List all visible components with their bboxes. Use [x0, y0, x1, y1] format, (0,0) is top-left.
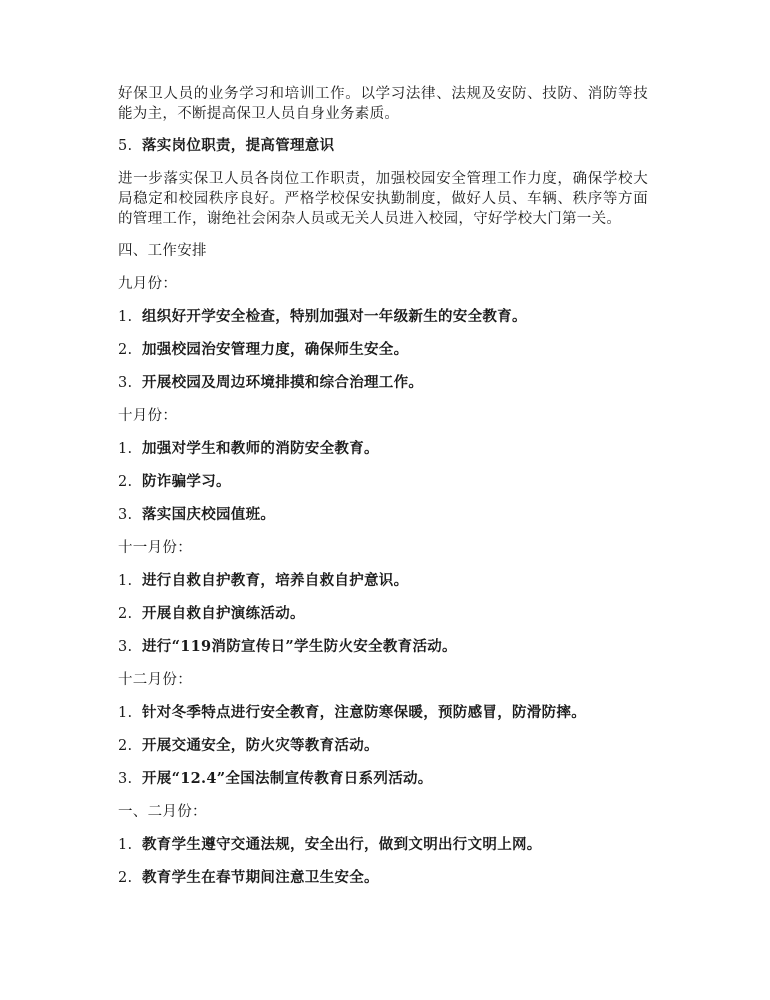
list-item [118, 505, 648, 525]
list-item-number: 2. [118, 474, 133, 490]
list-item [118, 868, 648, 888]
section-5-title: 落实岗位职责，提高管理意识 [142, 137, 335, 154]
list-item [118, 637, 648, 657]
list-item-number: 1. [118, 837, 133, 853]
list-item-number: 3. [118, 375, 133, 391]
list-item [118, 736, 648, 756]
list-item-text: 开展交通安全，防火灾等教育活动。 [142, 737, 379, 754]
list-item-text: 开展自救自护演练活动。 [142, 605, 305, 622]
list-item [118, 835, 648, 855]
list-item-number: 2. [118, 738, 133, 754]
list-item [118, 340, 648, 360]
list-item-number: 1. [118, 441, 133, 457]
list-item-number: 1. [118, 309, 133, 325]
list-item-number: 2. [118, 606, 133, 622]
section-5-body: 进一步落实保卫人员各岗位工作职责，加强校园安全管理工作力度，确保学校大局稳定和校园秩序良好。严格学校保安执勤制度，做好人员、车辆、秩序等方面的管理工作，谢绝社会闲杂人员或无关人员进入校园，守好学校大门第一关。 [118, 171, 648, 227]
intro-paragraph: 好保卫人员的业务学习和培训工作。以学习法律、法规及安防、技防、消防等技能为主，不断提高保卫人员自身业务素质。 [118, 86, 648, 122]
list-item-text: 落实国庆校园值班。 [142, 506, 276, 523]
list-item [118, 604, 648, 624]
list-item-number: 3. [118, 771, 133, 787]
list-item [118, 769, 648, 789]
document-page [118, 84, 648, 901]
section-5-heading [118, 136, 648, 156]
list-item-text: 进行自救自护教育，培养自救自护意识。 [142, 572, 409, 589]
list-item-text: 针对冬季特点进行安全教育，注意防寒保暖，预防感冒，防滑防摔。 [142, 704, 586, 721]
list-item-number: 2. [118, 870, 133, 886]
list-item-text: 开展校园及周边环境排摸和综合治理工作。 [142, 374, 424, 391]
month-label-december: 十二月份： [118, 672, 192, 688]
month-label-october: 十月份： [118, 408, 178, 424]
list-item-number: 1. [118, 573, 133, 589]
section-4-title: 四、工作安排 [118, 243, 207, 259]
month-label-november: 十一月份： [118, 540, 192, 556]
list-item-text: 加强校园治安管理力度，确保师生安全。 [142, 341, 409, 358]
list-item-number: 2. [118, 342, 133, 358]
list-item-text: 防诈骗学习。 [142, 473, 231, 490]
month-label-september: 九月份： [118, 276, 178, 292]
list-item-number: 1. [118, 705, 133, 721]
list-item-text: 教育学生在春节期间注意卫生安全。 [142, 869, 379, 886]
list-item-text: 进行“119消防宣传日”学生防火安全教育活动。 [142, 638, 457, 655]
list-item [118, 703, 648, 723]
list-item [118, 307, 648, 327]
section-5-number: 5. [118, 138, 133, 154]
month-label-january-february: 一、二月份： [118, 804, 207, 820]
list-item [118, 439, 648, 459]
list-item-text: 组织好开学安全检查，特别加强对一年级新生的安全教育。 [142, 308, 527, 325]
list-item-number: 3. [118, 639, 133, 655]
list-item-text: 开展“12.4”全国法制宣传教育日系列活动。 [142, 770, 433, 787]
list-item [118, 571, 648, 591]
list-item [118, 472, 648, 492]
list-item [118, 373, 648, 393]
list-item-text: 加强对学生和教师的消防安全教育。 [142, 440, 379, 457]
list-item-number: 3. [118, 507, 133, 523]
list-item-text: 教育学生遵守交通法规，安全出行，做到文明出行文明上网。 [142, 836, 542, 853]
